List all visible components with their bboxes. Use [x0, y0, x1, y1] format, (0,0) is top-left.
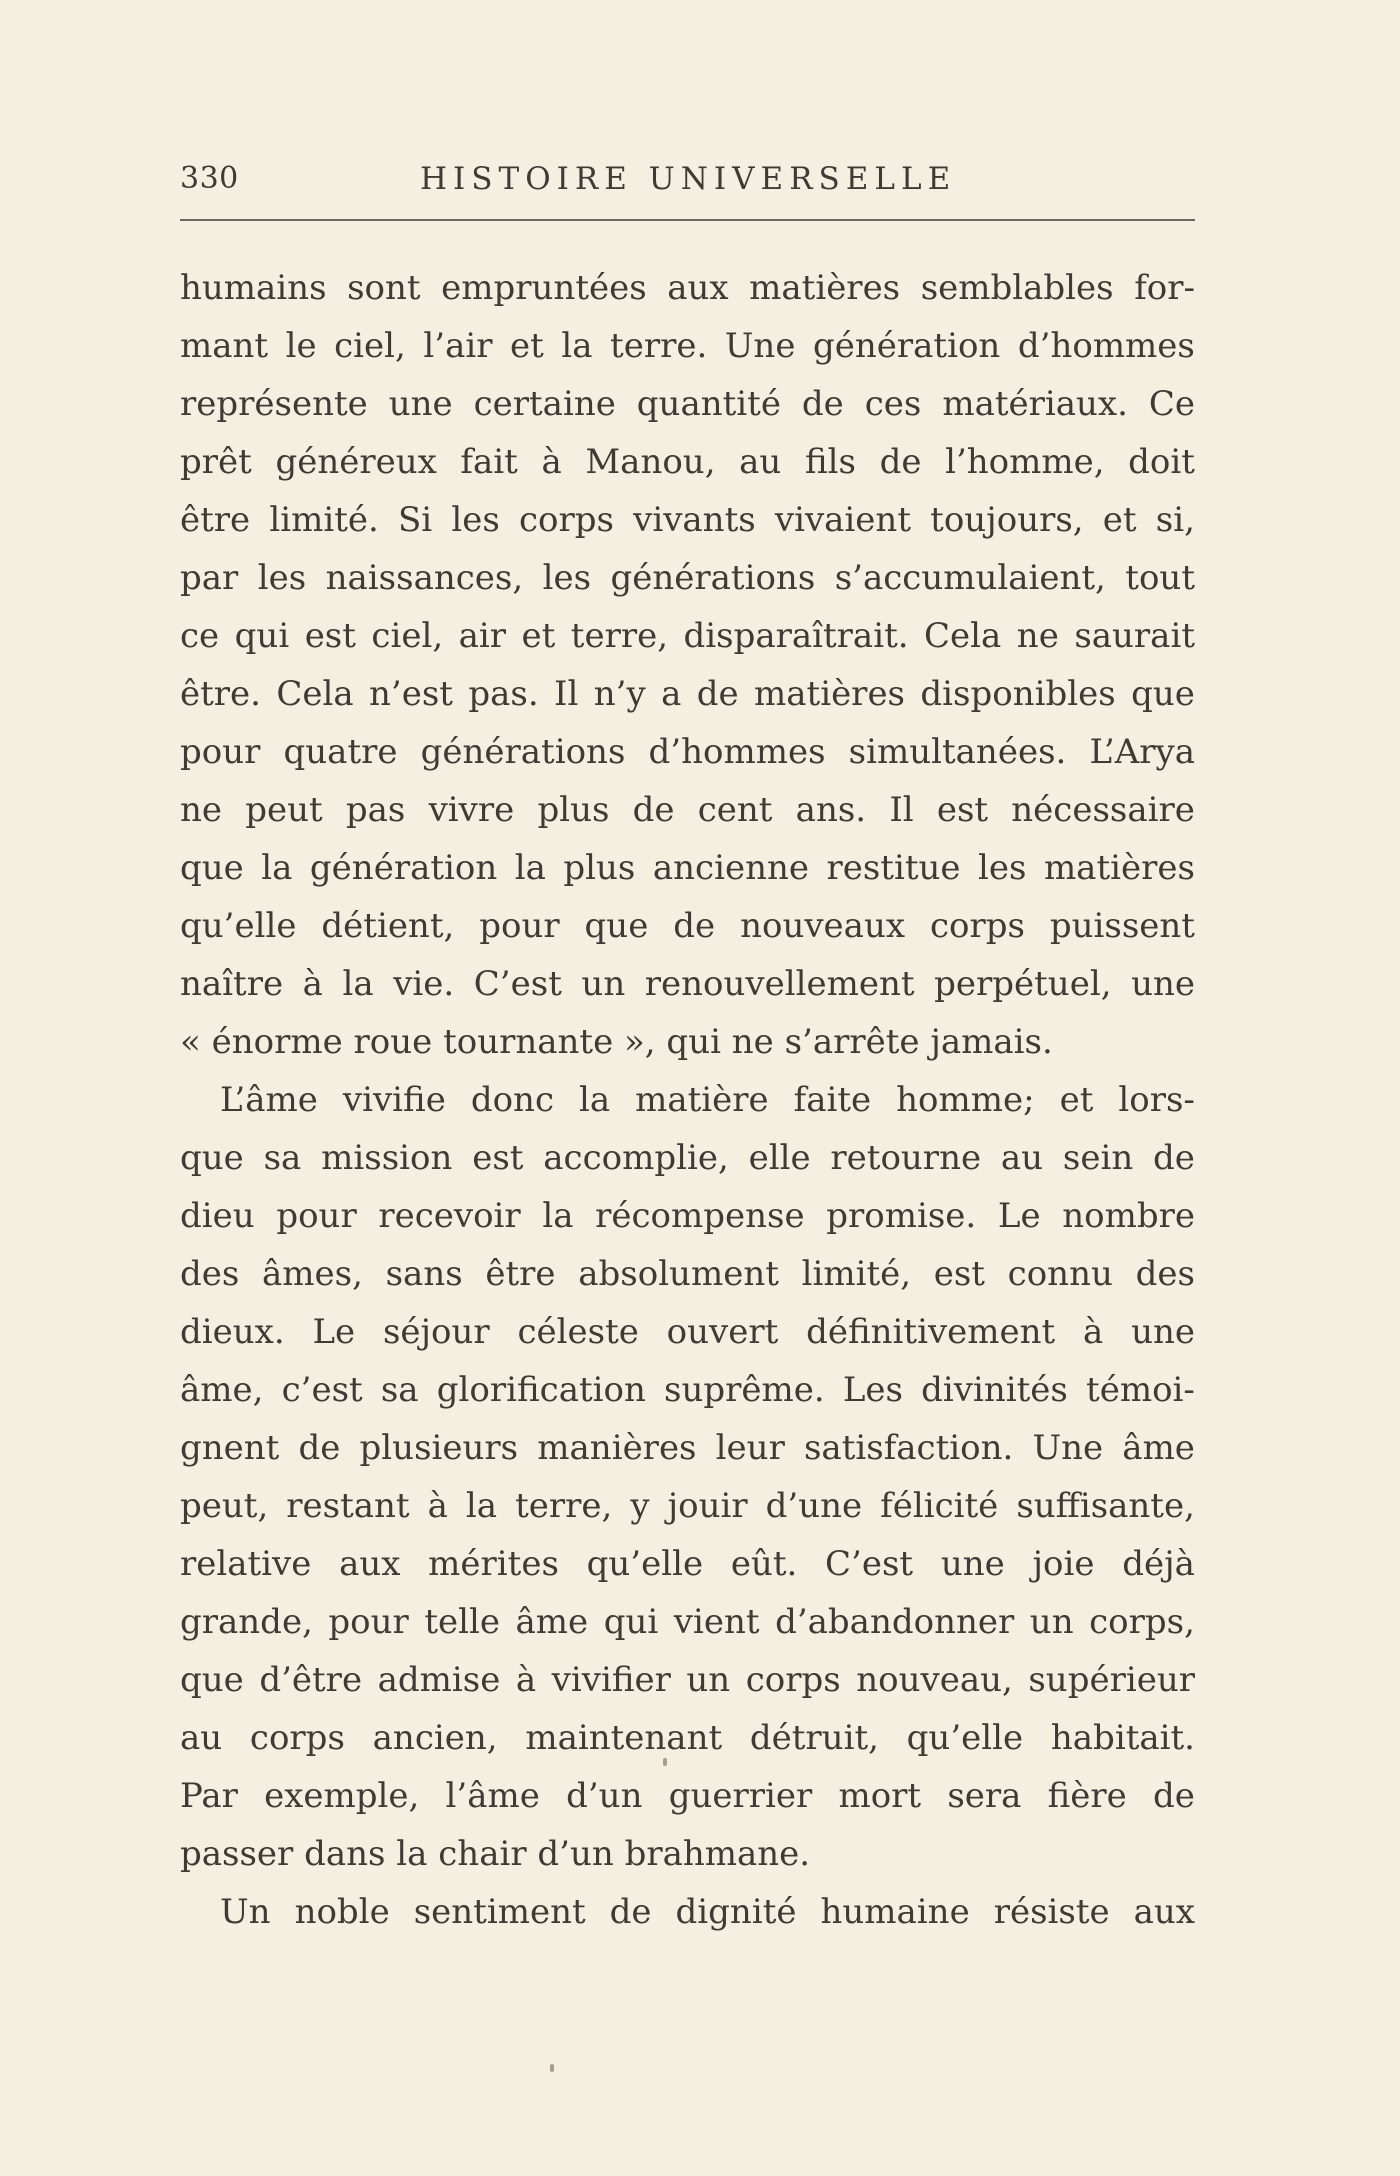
word: ce: [180, 616, 220, 656]
word: for-: [1134, 268, 1195, 308]
word: la: [578, 1080, 611, 1120]
text-line: [180, 1825, 1195, 1883]
word: humaine: [820, 1892, 970, 1932]
word: mérites: [428, 1544, 559, 1584]
word: matières: [754, 674, 906, 714]
text-line: [180, 1303, 1195, 1361]
word: être: [485, 1254, 556, 1294]
word: absolument: [578, 1254, 779, 1294]
word: si,: [1155, 500, 1195, 540]
word: aux: [339, 1544, 401, 1584]
word: sans: [385, 1254, 463, 1294]
word: terre.: [610, 326, 708, 366]
word: âme: [1122, 1428, 1195, 1468]
word: elle: [748, 1138, 811, 1178]
word: vient: [673, 1602, 760, 1642]
word: fait: [460, 442, 518, 482]
text-line: [180, 1013, 1195, 1071]
word: une: [940, 1544, 1005, 1584]
word: corps: [518, 500, 614, 540]
word: d’être: [259, 1660, 363, 1700]
word: empruntées: [441, 268, 647, 308]
text-line: [180, 1593, 1195, 1651]
word: guerrier: [668, 1776, 813, 1816]
word: a: [661, 674, 682, 714]
word: pour: [276, 1196, 357, 1236]
word: que: [180, 848, 244, 888]
word: un: [1029, 1602, 1074, 1642]
word: vivifier: [551, 1660, 671, 1700]
word: puissent: [1049, 906, 1195, 946]
word: générations: [610, 558, 816, 598]
word: aux: [1133, 1892, 1195, 1932]
word: générations: [420, 732, 626, 772]
word: ouvert: [666, 1312, 779, 1352]
word: vie.: [393, 964, 455, 1004]
word: génération: [309, 848, 498, 888]
word: cent: [697, 790, 773, 830]
word: gnent: [180, 1428, 280, 1468]
word: céleste: [517, 1312, 639, 1352]
word: de: [879, 442, 922, 482]
word: c’est: [281, 1370, 363, 1410]
word: ans.: [795, 790, 867, 830]
word: qu’elle: [180, 906, 297, 946]
word: exemple,: [264, 1776, 420, 1816]
word: supérieur: [1028, 1660, 1195, 1700]
text-line: [180, 1071, 1195, 1129]
word: à: [515, 1660, 537, 1700]
text-line: [180, 1767, 1195, 1825]
word: qui: [603, 1602, 659, 1642]
word: sont: [347, 268, 421, 308]
word: est: [936, 790, 989, 830]
word: d’un: [566, 1776, 643, 1816]
word: s’accumulaient,: [834, 558, 1106, 598]
word: nouveaux: [740, 906, 906, 946]
text-line: [180, 1477, 1195, 1535]
word: jouir: [667, 1486, 748, 1526]
text-line: [180, 665, 1195, 723]
word: que: [1131, 674, 1195, 714]
word: sein: [1062, 1138, 1134, 1178]
word: Cela: [276, 674, 354, 714]
word: homme;: [896, 1080, 1035, 1120]
word: résiste: [993, 1892, 1110, 1932]
word: dieu: [180, 1196, 255, 1236]
word: l’air: [423, 326, 493, 366]
word: retourne: [830, 1138, 982, 1178]
word: pour: [180, 732, 261, 772]
word: peut: [245, 790, 323, 830]
word: que: [584, 906, 649, 946]
page-number: 330: [180, 161, 239, 196]
word: accomplie,: [543, 1138, 729, 1178]
word: Une: [724, 326, 796, 366]
word: corps: [249, 1718, 345, 1758]
word: manières: [537, 1428, 697, 1468]
text-line: [180, 781, 1195, 839]
text-line: [180, 1129, 1195, 1187]
word: plusieurs: [359, 1428, 519, 1468]
word: restitue: [826, 848, 961, 888]
word: vivaient: [774, 500, 911, 540]
word: vivifie: [342, 1080, 446, 1120]
text-line: [180, 955, 1195, 1013]
word: les: [451, 500, 500, 540]
word: d’hommes: [1017, 326, 1195, 366]
word: des: [180, 1254, 240, 1294]
word: séjour: [382, 1312, 490, 1352]
word: les: [257, 558, 307, 598]
text-line: [180, 549, 1195, 607]
word: fière: [1047, 1776, 1127, 1816]
word: matériaux.: [942, 384, 1128, 424]
word: dieux.: [180, 1312, 285, 1352]
word: de: [632, 790, 675, 830]
word: corps,: [1089, 1602, 1195, 1642]
text-line: [180, 1535, 1195, 1593]
body-text: [180, 259, 1195, 1941]
word: Manou,: [585, 442, 716, 482]
word: nouveau,: [856, 1660, 1013, 1700]
text-line: [180, 1361, 1195, 1419]
word: pas: [345, 790, 406, 830]
word: semblables: [920, 268, 1114, 308]
word: d’hommes: [648, 732, 826, 772]
word: la: [542, 1196, 574, 1236]
text-line: [180, 1419, 1195, 1477]
word: Par: [180, 1776, 238, 1816]
word: doit: [1128, 442, 1195, 482]
word: corps: [745, 1660, 841, 1700]
word: naissances,: [325, 558, 524, 598]
word: terre,: [570, 616, 668, 656]
word: disparaîtrait.: [683, 616, 909, 656]
word: ancienne: [652, 848, 809, 888]
word: limité,: [801, 1254, 912, 1294]
word: tout: [1125, 558, 1195, 598]
word: air: [458, 616, 507, 656]
word: de: [1153, 1138, 1195, 1178]
word: glorification: [436, 1370, 646, 1410]
word: la: [465, 1486, 498, 1526]
word: à: [302, 964, 323, 1004]
word: d’abandonner: [775, 1602, 1015, 1642]
word: des: [1135, 1254, 1195, 1294]
word: noble: [294, 1892, 390, 1932]
word: pas.: [468, 674, 539, 714]
word: déjà: [1122, 1544, 1195, 1584]
word: Ce: [1148, 384, 1195, 424]
word: n’y: [593, 674, 646, 714]
word: qui: [234, 616, 290, 656]
word: divinités: [921, 1370, 1068, 1410]
word: certaine: [473, 384, 616, 424]
word: simultanées.: [848, 732, 1067, 772]
word: matières: [1043, 848, 1195, 888]
word: satisfaction.: [803, 1428, 1014, 1468]
word: un: [686, 1660, 731, 1700]
word: y: [630, 1486, 650, 1526]
word: la: [342, 964, 374, 1004]
word: admise: [377, 1660, 501, 1700]
word: et: [521, 616, 556, 656]
text-line: [180, 491, 1195, 549]
text-line: [180, 723, 1195, 781]
text-line: [180, 259, 1195, 317]
word: toujours,: [930, 500, 1084, 540]
word: une: [1131, 1312, 1195, 1352]
word: mort: [838, 1776, 922, 1816]
word: le: [285, 326, 317, 366]
word: définitivement: [806, 1312, 1056, 1352]
word: restant: [286, 1486, 410, 1526]
word: les: [978, 848, 1027, 888]
word: de: [696, 674, 739, 714]
word: vivants: [633, 500, 756, 540]
word: humains: [180, 268, 327, 308]
word: suffisante,: [1016, 1486, 1195, 1526]
word: telle: [424, 1602, 500, 1642]
word: âme,: [180, 1370, 264, 1410]
word: Si: [397, 500, 433, 540]
word: « énorme roue tournante », qui ne s’arrête jamais.: [180, 1022, 1053, 1062]
word: perpétuel,: [934, 964, 1112, 1004]
word: par: [180, 558, 239, 598]
word: aux: [667, 268, 729, 308]
word: une: [388, 384, 453, 424]
word: de: [673, 906, 716, 946]
word: saurait: [1074, 616, 1195, 656]
word: Un: [220, 1892, 271, 1932]
word: quatre: [283, 732, 398, 772]
word: de: [609, 1892, 652, 1932]
word: Cela: [924, 616, 1002, 656]
word: l’âme: [445, 1776, 540, 1816]
text-line: [180, 1187, 1195, 1245]
word: recevoir: [378, 1196, 521, 1236]
word: Il: [554, 674, 579, 714]
word: et: [510, 326, 544, 366]
word: pour: [328, 1602, 409, 1642]
word: ces: [864, 384, 922, 424]
word: nombre: [1062, 1196, 1195, 1236]
paper-speck: [663, 1758, 667, 1766]
word: être.: [180, 674, 261, 714]
word: un: [581, 964, 626, 1004]
word: l’homme,: [945, 442, 1105, 482]
text-line: [180, 1883, 1195, 1941]
paper-speck: [550, 2064, 554, 2072]
word: habitait.: [1050, 1718, 1195, 1758]
word: une: [1131, 964, 1195, 1004]
word: peut,: [180, 1486, 269, 1526]
word: dignité: [675, 1892, 797, 1932]
word: est: [472, 1138, 524, 1178]
word: passer dans la chair d’un brahmane.: [180, 1834, 811, 1874]
text-line: [180, 839, 1195, 897]
text-line: [180, 607, 1195, 665]
word: disponibles: [920, 674, 1116, 714]
word: sera: [947, 1776, 1022, 1816]
word: généreux: [275, 442, 437, 482]
word: matières: [749, 268, 901, 308]
word: plus: [537, 790, 610, 830]
word: d’une: [765, 1486, 863, 1526]
word: de: [1153, 1776, 1195, 1816]
word: Une: [1032, 1428, 1104, 1468]
word: Le: [312, 1312, 356, 1352]
word: joie: [1032, 1544, 1095, 1584]
word: est: [933, 1254, 985, 1294]
word: Les: [842, 1370, 903, 1410]
word: prêt: [180, 442, 252, 482]
word: âmes,: [262, 1254, 363, 1294]
word: pour: [479, 906, 560, 946]
running-head: [180, 156, 1195, 202]
word: Il: [889, 790, 914, 830]
word: relative: [180, 1544, 312, 1584]
word: sentiment: [413, 1892, 586, 1932]
word: C’est: [825, 1544, 914, 1584]
word: à: [427, 1486, 448, 1526]
word: ciel,: [334, 326, 406, 366]
word: eût.: [730, 1544, 798, 1584]
header-rule: [180, 219, 1195, 221]
word: connu: [1007, 1254, 1113, 1294]
word: que: [180, 1660, 244, 1700]
word: récompense: [595, 1196, 805, 1236]
text-line: [180, 375, 1195, 433]
word: quantité: [636, 384, 781, 424]
word: la: [561, 326, 593, 366]
word: renouvellement: [644, 964, 915, 1004]
word: donc: [470, 1080, 554, 1120]
text-line: [180, 317, 1195, 375]
word: sa: [380, 1370, 419, 1410]
word: au: [180, 1718, 223, 1758]
text-line: [180, 1651, 1195, 1709]
word: représente: [180, 384, 368, 424]
word: ne: [180, 790, 223, 830]
word: sa: [263, 1138, 302, 1178]
word: ciel,: [371, 616, 444, 656]
word: les: [542, 558, 592, 598]
word: et: [1102, 500, 1137, 540]
word: que: [180, 1138, 244, 1178]
word: de: [801, 384, 844, 424]
word: la: [261, 848, 293, 888]
text-line: [180, 1245, 1195, 1303]
word: mission: [321, 1138, 453, 1178]
word: nécessaire: [1011, 790, 1195, 830]
word: au: [739, 442, 782, 482]
word: qu’elle: [906, 1718, 1024, 1758]
word: promise.: [826, 1196, 977, 1236]
running-title: HISTOIRE UNIVERSELLE: [420, 161, 957, 197]
word: à: [541, 442, 562, 482]
word: matière: [635, 1080, 769, 1120]
word: détruit,: [749, 1718, 879, 1758]
word: grande,: [180, 1602, 313, 1642]
word: félicité: [880, 1486, 999, 1526]
word: de: [298, 1428, 341, 1468]
word: à: [1083, 1312, 1104, 1352]
word: au: [1000, 1138, 1044, 1178]
word: suprême.: [664, 1370, 825, 1410]
word: L’âme: [220, 1080, 318, 1120]
word: C’est: [473, 964, 562, 1004]
word: témoi-: [1086, 1370, 1195, 1410]
word: qu’elle: [586, 1544, 704, 1584]
word: est: [304, 616, 356, 656]
text-line: [180, 1709, 1195, 1767]
text-line: [180, 433, 1195, 491]
word: détient,: [321, 906, 455, 946]
word: génération: [813, 326, 1001, 366]
word: L’Arya: [1089, 732, 1195, 772]
word: âme: [515, 1602, 589, 1642]
word: corps: [929, 906, 1025, 946]
word: être: [180, 500, 251, 540]
word: naître: [180, 964, 284, 1004]
word: et: [1059, 1080, 1094, 1120]
word: mant: [180, 326, 269, 366]
word: maintenant: [525, 1718, 723, 1758]
word: Le: [997, 1196, 1041, 1236]
word: la: [514, 848, 546, 888]
word: vivre: [428, 790, 515, 830]
word: lors-: [1118, 1080, 1195, 1120]
text-line: [180, 897, 1195, 955]
word: limité.: [269, 500, 379, 540]
word: fils: [804, 442, 856, 482]
word: terre,: [515, 1486, 613, 1526]
word: plus: [563, 848, 636, 888]
word: faite: [793, 1080, 872, 1120]
word: ne: [1016, 616, 1059, 656]
word: n’est: [369, 674, 453, 714]
word: ancien,: [372, 1718, 498, 1758]
word: leur: [715, 1428, 785, 1468]
